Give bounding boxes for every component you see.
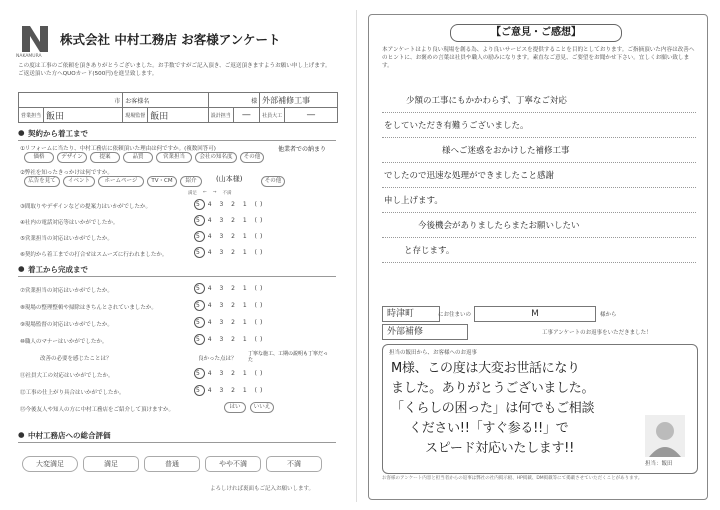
work-name-hw: 外部補修工事 — [260, 93, 338, 108]
section1-title: 契約から着工まで — [28, 129, 88, 138]
survey-front-page — [10, 12, 346, 500]
q1-option-price[interactable]: 価格 — [24, 152, 54, 163]
staff-photo-icon — [645, 415, 685, 457]
q3-text: ③間取りやデザインなどの提案力はいかがでしたか。 — [20, 204, 152, 210]
rating-neutral[interactable]: 普通 — [144, 456, 200, 472]
q9-text: ⑨現場監督の対応はいかがでしたか。 — [20, 322, 113, 328]
section3-title: 中村工務店への総合評価 — [28, 431, 111, 440]
reply-label: 担当の飯田から、お客様へのお返事 — [389, 350, 478, 356]
honorific-label: 様 — [208, 93, 259, 108]
address-hw: 時津町 — [382, 306, 440, 322]
close-paren: ) — [260, 387, 263, 394]
q4-scale[interactable]: 5 4 3 2 1 ( — [196, 217, 260, 224]
page-divider — [356, 10, 357, 502]
rating-row — [20, 214, 338, 230]
rating-satisfied[interactable]: 満足 — [83, 456, 139, 472]
footer-note: お客様のアンケート内容と担当者からの返事は弊社の社内掲示板、HP掲載、DM掲載等にて掲載させていただくことがあります。 — [382, 476, 643, 481]
carpenter-value: — — [285, 108, 338, 123]
q1-option-sales[interactable]: 営業担当 — [156, 152, 192, 163]
improve-text: 改善の必要を感じたことは？ — [40, 356, 112, 362]
close-paren: ) — [260, 233, 263, 240]
reply-box — [382, 344, 698, 474]
no-option[interactable]: いいえ — [250, 402, 274, 413]
q13-text: ⑬今後友人や知人の方に中村工務店をご紹介して頂けますか。 — [20, 407, 175, 413]
sama-label: 様から — [600, 312, 617, 318]
scale-arrow-left: ← — [203, 190, 207, 195]
comment-line: 少額の工事にもかかわらず、丁寧なご対応 — [382, 88, 696, 113]
q6-text: ⑥契約から着工までの打合せはスムーズに行われましたか。 — [20, 252, 168, 258]
q2-option-homepage[interactable]: ホームページ — [98, 176, 144, 187]
reply-text — [391, 359, 635, 459]
q2-option-referral[interactable]: 紹介 — [180, 176, 202, 187]
section2-title: 着工から完成まで — [28, 265, 88, 274]
customer-name-label: お客様名 — [123, 93, 208, 108]
rating-row — [20, 246, 338, 262]
comment-line: 今後機会がありましたらまたお願いしたい — [382, 213, 696, 238]
q1-option-quality[interactable]: 品質 — [123, 152, 153, 163]
scale-arrow-right: → — [212, 190, 217, 195]
reply-line: 「くらしの困った」は何でもご相談 — [391, 401, 595, 416]
q1-handwritten-note: 他業者での納まり — [278, 146, 327, 153]
work-hw: 外部補修 — [382, 324, 468, 340]
section2-rating-rows — [20, 282, 338, 418]
rating-row — [20, 333, 338, 350]
reply-line: M様、この度は大変お世話になり — [391, 361, 580, 376]
q2-option-ad[interactable]: 広告を見て — [24, 176, 60, 187]
close-paren: ) — [260, 249, 263, 256]
supervisor-value: 飯田 — [148, 108, 208, 123]
q11-text: ⑪社員大工の対応はいかがでしたか。 — [20, 373, 114, 379]
close-paren: ) — [260, 319, 263, 326]
carpenter-label: 社員大工 — [260, 108, 285, 123]
close-paren: ) — [260, 285, 263, 292]
rating-very-satisfied[interactable]: 大変満足 — [22, 456, 78, 472]
thanks-label: 工事アンケートのお返事をいただきました！ — [542, 330, 652, 336]
q1-option-other[interactable]: その他 — [240, 152, 264, 163]
section3-header: ● 中村工務店への総合評価 — [18, 430, 336, 443]
rating-row — [20, 198, 338, 214]
info-table — [18, 92, 338, 123]
q2-option-other[interactable]: その他 — [261, 176, 285, 187]
reply-line: スピード対応いたします!! — [425, 441, 575, 456]
good-point-handwritten: 丁寧な施工、工期の説明も丁寧だった — [248, 351, 329, 363]
q9-scale[interactable]: 5 4 3 2 1 ( — [196, 319, 260, 326]
q12-scale[interactable]: 5 4 3 2 1 ( — [196, 387, 260, 394]
scale-header — [188, 190, 232, 196]
comment-line: 申し上げます。 — [382, 188, 696, 213]
close-paren: ) — [260, 302, 263, 309]
city-label: 市 — [19, 93, 123, 108]
rating-row — [20, 282, 338, 299]
section1-header: ● 契約から着工まで — [18, 128, 336, 141]
staff-caption: 担当：飯田 — [645, 461, 673, 467]
q1-option-proposal[interactable]: 提案 — [90, 152, 120, 163]
place-label: にお住まいの — [438, 312, 472, 318]
scale-low-label: 不満 — [222, 191, 232, 196]
q1-option-design[interactable]: デザイン — [57, 152, 87, 163]
close-paren: ) — [260, 370, 263, 377]
q2-text: ②弊社を知ったきっかけは何ですか。 — [20, 170, 113, 176]
q10-scale[interactable]: 5 4 3 2 1 ( — [196, 336, 260, 343]
comment-line: でしたので迅速な処理ができましたこと感謝 — [382, 163, 696, 188]
close-paren: ) — [260, 336, 263, 343]
survey-intro: この度は工事のご依頼を頂きありがとうございました。お手数ですがご記入頂き、ご返送頂きますようお願い申し上げます。ご返送頂いた方へQUOカード(500円)を進呈致します。 — [18, 63, 331, 77]
supervisor-label: 現場監督 — [123, 108, 148, 123]
q8-scale[interactable]: 5 4 3 2 1 ( — [196, 302, 260, 309]
opinion-header: 【ご意見・ご感想】 — [450, 24, 622, 42]
designer-label: 設計担当 — [208, 108, 233, 123]
close-paren: ) — [260, 217, 263, 224]
name-hw: M — [474, 306, 596, 322]
close-paren: ) — [260, 201, 263, 208]
rating-somewhat-dissatisfied[interactable]: やや不満 — [205, 456, 261, 472]
q5-text: ⑤営業担当の対応はいかがでしたか。 — [20, 236, 113, 242]
q2-options — [24, 176, 285, 187]
survey-back-page — [368, 14, 708, 500]
rating-row — [20, 367, 338, 384]
improve-row — [20, 350, 338, 367]
sales-label: 営業担当 — [19, 108, 44, 123]
q1-text: ①リフォームに当たり、中村工務店に依頼頂いた理由は何ですか。(複数回答可) — [20, 146, 216, 152]
section2-header: ● 着工から完成まで — [18, 264, 336, 277]
scale-high-label: 満足 — [188, 191, 197, 196]
survey-title: 株式会社 中村工務店 お客様アンケート — [60, 32, 281, 47]
q7-scale[interactable]: 5 4 3 2 1 ( — [196, 285, 260, 292]
q1-options — [24, 152, 264, 163]
q10-text: ⑩職人のマナーはいかがでしたか。 — [20, 339, 108, 345]
recommend-row — [20, 401, 338, 418]
comment-line: と存じます。 — [382, 238, 696, 263]
q7-text: ⑦営業担当の対応はいかがでしたか。 — [20, 288, 113, 294]
q2-option-event[interactable]: イベント — [63, 176, 95, 187]
handwritten-comments — [382, 88, 696, 263]
q3-scale[interactable]: 5 4 3 2 1 ( — [196, 201, 260, 208]
footer-note: よろしければ裏面もご記入お願いします。 — [210, 486, 315, 492]
designer-value: — — [233, 108, 259, 123]
rating-row — [20, 384, 338, 401]
rating-row — [20, 230, 338, 246]
good-point-label: 良かった点は？ — [198, 356, 237, 362]
q2-handwritten-note: (山本様) — [216, 175, 243, 183]
section1-rating-rows — [20, 198, 338, 262]
q12-text: ⑫工事の仕上がり具合はいかがでしたか。 — [20, 390, 125, 396]
q4-text: ④社内の電話対応等はいかがでしたか。 — [20, 220, 119, 226]
q11-scale[interactable]: 5 4 3 2 1 ( — [196, 370, 260, 377]
rating-row — [20, 299, 338, 316]
overall-ratings — [22, 456, 322, 472]
comment-line: をしていただき有難うございました。 — [382, 113, 696, 138]
comment-line: 様へご迷惑をおかけした補修工事 — [382, 138, 696, 163]
yes-option[interactable]: はい — [224, 402, 246, 413]
rating-row — [20, 316, 338, 333]
q8-text: ⑧現場の整理整頓や掃除はきちんとされていましたか。 — [20, 305, 157, 311]
q6-scale[interactable]: 5 4 3 2 1 ( — [196, 249, 260, 256]
logo-text: NAKAMURA — [16, 54, 42, 59]
sales-value: 飯田 — [44, 108, 123, 123]
rating-dissatisfied[interactable]: 不満 — [266, 456, 322, 472]
reply-line: ました。ありがとうございました。 — [391, 381, 595, 396]
reply-line: ください!!「すぐ参る!!」で — [409, 421, 569, 436]
q1-option-reputation[interactable]: 会社の知名度 — [195, 152, 237, 163]
opinion-intro: 本アンケートはより良い現場を創る為、より良いサービスを提供することを目的としております。ご指摘頂いた内容は改善へのヒントに、お褒めの言葉は社員や職人の励みになります。素直なご意見、ご要望をお聞かせ下さい。宜しくお願い致します。 — [382, 47, 695, 69]
q5-scale[interactable]: 5 4 3 2 1 ( — [196, 233, 260, 240]
q2-option-tvcm[interactable]: TV・CM — [147, 176, 177, 187]
